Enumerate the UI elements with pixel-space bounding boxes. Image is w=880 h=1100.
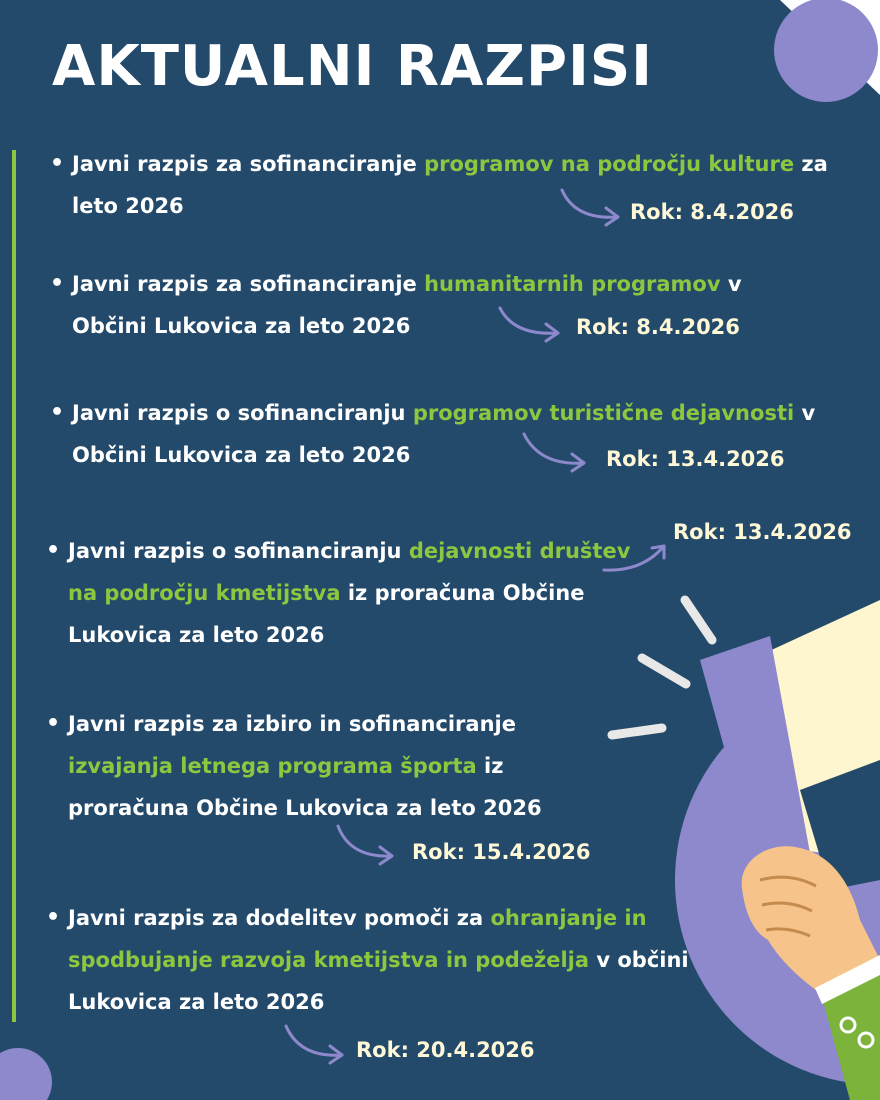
item-text: Javni razpis o sofinanciranju xyxy=(68,539,409,563)
item-highlight: humanitarnih programov xyxy=(424,272,721,296)
item-text: Javni razpis za izbiro in sofinanciranje xyxy=(68,712,516,736)
bullet-icon: • xyxy=(50,151,65,176)
deadline: Rok: 8.4.2026 xyxy=(576,315,740,339)
item-highlight: izvajanja letnega programa športa xyxy=(68,754,477,778)
deadline: Rok: 13.4.2026 xyxy=(606,447,785,471)
accent-line xyxy=(12,150,16,1022)
item-text-end: iz proračuna Občine Lukovica za leto 2026 xyxy=(68,581,585,647)
deadline: Rok: 15.4.2026 xyxy=(412,840,591,864)
bullet-icon: • xyxy=(46,905,61,930)
bottom-circle xyxy=(0,1048,52,1100)
curved-arrow-icon xyxy=(286,1026,342,1063)
item-highlight: dejavnosti društev na področju kmetijstva xyxy=(68,539,631,605)
item-text: Javni razpis za sofinanciranje xyxy=(72,152,425,176)
list-item xyxy=(46,897,708,1023)
bullet-icon: • xyxy=(50,400,65,425)
item-text-end: za leto 2026 xyxy=(72,152,828,218)
deadline: Rok: 8.4.2026 xyxy=(630,200,794,224)
bullet-icon: • xyxy=(46,711,61,736)
curved-arrow-icon xyxy=(338,826,392,864)
bullet-icon: • xyxy=(50,271,65,296)
bullet-icon: • xyxy=(46,538,61,563)
list-item xyxy=(46,530,658,656)
item-text-end: v Občini Lukovica za leto 2026 xyxy=(72,401,816,467)
top-circle xyxy=(774,0,878,102)
deadline: Rok: 20.4.2026 xyxy=(356,1038,535,1062)
item-text-end: v občini Lukovica za leto 2026 xyxy=(68,948,689,1014)
item-text: Javni razpis o sofinanciranju xyxy=(72,401,413,425)
deadline: Rok: 13.4.2026 xyxy=(673,520,852,544)
item-highlight: programov na področju kulture xyxy=(424,152,795,176)
list-item xyxy=(46,703,628,829)
item-highlight: ohranjanje in spodbujanje razvoja kmetijstva in podeželja xyxy=(68,906,647,972)
item-highlight: programov turistične dejavnosti xyxy=(412,401,795,425)
item-text-end: iz proračuna Občine Lukovica za leto 2026 xyxy=(68,754,542,820)
item-text: Javni razpis za sofinanciranje xyxy=(72,272,425,296)
page-title: AKTUALNI RAZPISI xyxy=(52,34,654,99)
item-text-end: v Občini Lukovica za leto 2026 xyxy=(72,272,742,338)
item-text: Javni razpis za dodelitev pomoči za xyxy=(68,906,491,930)
